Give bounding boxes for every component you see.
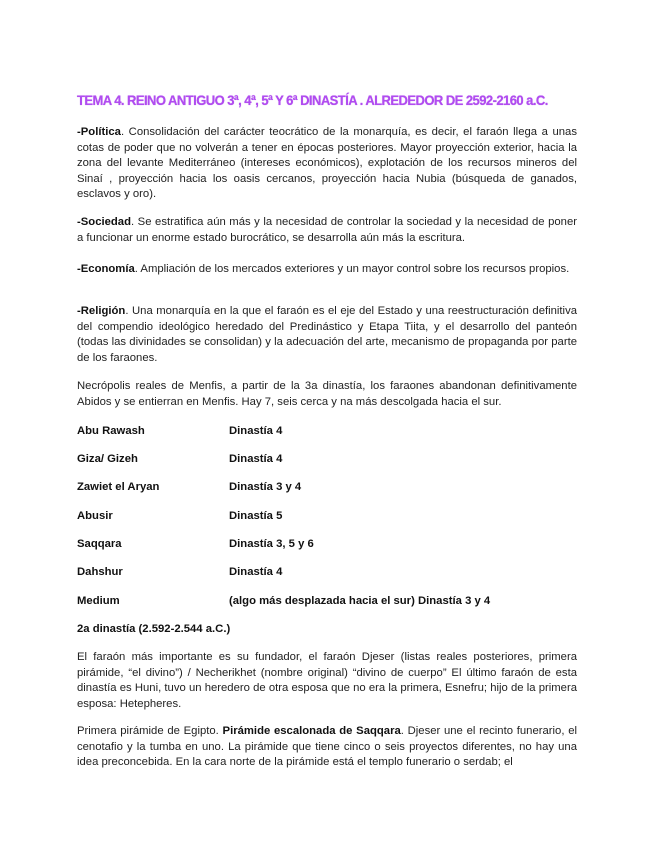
site-dynasty: Dinastía 4	[229, 566, 283, 578]
site-dynasty: Dinastía 3, 5 y 6	[229, 538, 314, 550]
religion-paragraph	[77, 304, 577, 366]
piramide-intro: Primera pirámide de Egipto.	[77, 725, 223, 737]
economia-paragraph	[77, 262, 577, 278]
site-row	[77, 451, 597, 467]
religion-text: . Una monarquía en la que el faraón es el eje del Estado y una reestructuración definitiva del compendio ideológico heredado del Predinástico y Etapa Tiita, y el desarrollo del panteón (todas las divinidades se consolidan) y la adecuación del arte, mecanismo de propaganda por parte de los faraones.	[77, 305, 577, 364]
economia-label: -Economía	[77, 263, 135, 275]
site-row	[77, 423, 597, 439]
djeser-paragraph: El faraón más importante es su fundador, el faraón Djeser (listas reales posteriores, primera pirámide, “el divino”) / Necherikhet (nombre original) “divino de cuerpo” El último faraón de esta dinastía es Huni, tuvo un heredero de otra esposa que no era la primera, Esnefru; hijo de la primera esposa: Hetepheres.	[77, 651, 577, 710]
site-row	[77, 593, 597, 609]
sociedad-label: -Sociedad	[77, 216, 131, 228]
politica-paragraph	[77, 125, 577, 203]
dynasty-heading: 2a dinastía (2.592-2.544 a.C.)	[77, 623, 231, 635]
piramide-paragraph	[77, 724, 577, 771]
site-row	[77, 536, 597, 552]
site-name: Saqqara	[77, 538, 122, 550]
site-name: Giza/ Gizeh	[77, 453, 138, 465]
site-name: Dahshur	[77, 566, 123, 578]
sociedad-text: . Se estratifica aún más y la necesidad de controlar la sociedad y la necesidad de poner a funcionar un enorme estado burocrático, se desarrolla aún más la escritura.	[77, 216, 577, 244]
economia-text: . Ampliación de los mercados exteriores y un mayor control sobre los recursos propios.	[134, 263, 570, 275]
sociedad-paragraph	[77, 215, 577, 246]
site-dynasty: Dinastía 5	[229, 510, 283, 522]
piramide-text: . Djeser une el recinto funerario, el cenotafio y la tumba en uno. La pirámide que tiene cinco o seis proyectos diferentes, no hay una idea preconcebida. En la cara norte de la pirámide está el templo funerario o serdab; el	[77, 725, 577, 769]
necropolis-paragraph: Necrópolis reales de Menfis, a partir de la 3a dinastía, los faraones abandonan definitivamente Abidos y se entierran en Menfis. Hay 7, seis cerca y na más descolgada hacia el sur.	[77, 380, 577, 408]
site-row	[77, 479, 597, 495]
piramide-name: Pirámide escalonada de Saqqara	[222, 725, 401, 737]
site-name: Zawiet el Aryan	[77, 481, 160, 493]
site-row	[77, 508, 597, 524]
site-name: Abusir	[77, 510, 113, 522]
site-row	[77, 564, 597, 580]
religion-label: -Religión	[77, 305, 126, 317]
politica-text: . Consolidación del carácter teocrático de la monarquía, es decir, el faraón llega a unas cotas de poder que no volverán a tener en épocas posteriores. Mayor proyección exterior, hacia la zona del levante Mediterráneo (intereses económicos), explotación de los recursos mineros del Sinaí , proyección hacia los oasis cercanos, proyección hacia Nubia (búsqueda de ganados, esclavos y oro).	[77, 126, 577, 201]
site-dynasty: (algo más desplazada hacia el sur) Dinastía 3 y 4	[229, 595, 491, 607]
site-dynasty: Dinastía 4	[229, 425, 283, 437]
site-dynasty: Dinastía 3 y 4	[229, 481, 302, 493]
site-name: Abu Rawash	[77, 425, 145, 437]
site-dynasty: Dinastía 4	[229, 453, 283, 465]
page-title: TEMA 4. REINO ANTIGUO 3ª, 4ª, 5ª Y 6ª DINASTÍA . ALREDEDOR DE 2592-2160 a.C.	[77, 92, 548, 108]
politica-label: -Política	[77, 126, 121, 138]
site-name: Medium	[77, 595, 120, 607]
